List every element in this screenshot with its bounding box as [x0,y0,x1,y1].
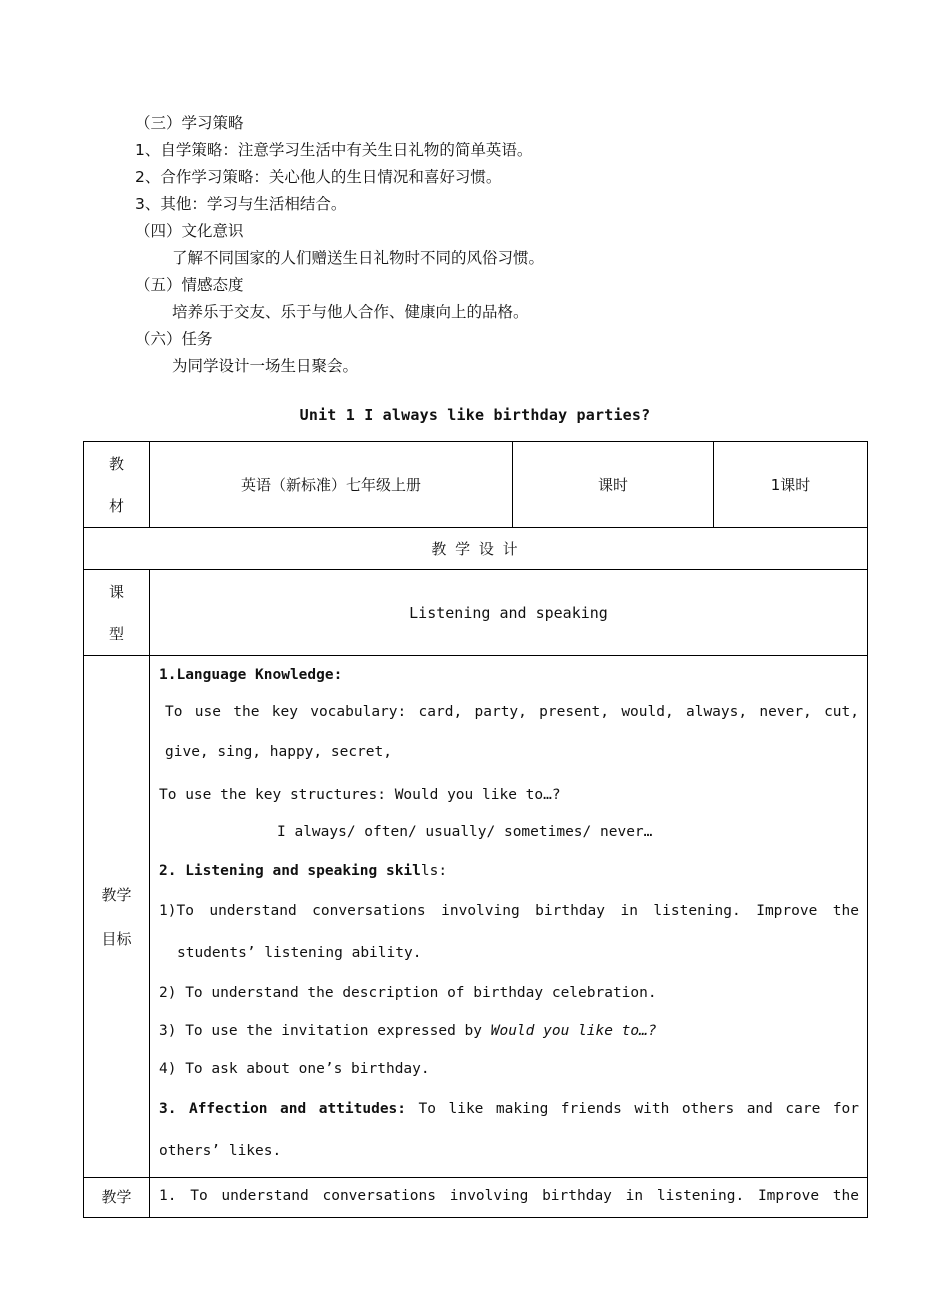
objectives-label-2: 目标 [101,929,132,948]
vocabulary-line-1: To use the key vocabulary: card, party, present, would, always, never, cut, [165,704,859,720]
strategy-heading: （三）学习策略 [135,114,244,132]
objectives-content [150,656,868,1178]
strategy-item-1: 1、自学策略：注意学习生活中有关生日礼物的简单英语。 [135,141,533,159]
textbook-label-cell [84,442,150,528]
skill-3-text: 3) To use the invitation expressed by [159,1023,491,1039]
objectives-row [84,656,868,1178]
type-value: Listening and speaking [150,570,868,656]
culture-text: 了解不同国家的人们赠送生日礼物时不同的风俗习惯。 [172,249,545,267]
emotion-text: 培养乐于交友、乐于与他人合作、健康向上的品格。 [172,303,529,321]
skill-1-line-1: 1)To understand conversations involving birthday in listening. Improve the [159,903,859,919]
design-header: 教 学 设 计 [84,528,868,570]
affection-heading-bold: 3. Affection and attitudes: [159,1101,407,1117]
type-label-1: 课 [108,582,124,601]
affection-line-1 [159,1088,859,1130]
document-title: Unit 1 I always like birthday parties? [299,406,651,424]
type-label-cell [84,570,150,656]
key-points-row [84,1178,868,1218]
skill-2: 2) To understand the description of birthday celebration. [159,985,657,1001]
skill-3-italic: Would you like to…? [490,1023,657,1039]
textbook-value: 英语（新标准）七年级上册 [150,442,513,528]
affection-heading-rest: To like making friends with others and care for [406,1101,860,1117]
affection-line-2: others’ likes. [159,1143,282,1159]
period-label: 课时 [513,442,714,528]
language-knowledge-heading: 1.Language Knowledge: [159,667,343,683]
type-label-2: 型 [108,624,124,643]
task-text: 为同学设计一场生日聚会。 [172,357,359,375]
objectives-label-1: 教学 [101,885,132,904]
strategy-item-3: 3、其他：学习与生活相结合。 [135,195,347,213]
listening-skills-heading-bold: 2. Listening and speaking skil [159,863,421,879]
strategy-item-2: 2、合作学习策略：关心他人的生日情况和喜好习惯。 [135,168,502,186]
listening-skills-heading [159,852,859,890]
structures-line-2: I always/ often/ usually/ sometimes/ never… [277,824,653,840]
textbook-label-2: 材 [108,496,124,515]
design-header-row [84,528,868,570]
vocabulary-line-2: give, sing, happy, secret, [165,744,392,760]
key-points-label: 教学 [84,1178,150,1218]
listening-skills-heading-rest: ls: [420,863,448,879]
textbook-label-1: 教 [108,454,124,473]
skill-1-line-2: students’ listening ability. [177,945,422,961]
lesson-plan-table [83,441,868,1218]
skill-3 [159,1012,859,1050]
emotion-heading: （五）情感态度 [135,276,244,294]
type-row [84,570,868,656]
skill-4: 4) To ask about one’s birthday. [159,1061,430,1077]
task-heading: （六）任务 [135,330,213,348]
key-points-line-1: 1. To understand conversations involving birthday in listening. Improve the [159,1188,859,1204]
period-value: 1课时 [714,442,868,528]
culture-heading: （四）文化意识 [135,222,244,240]
objectives-label-cell [84,656,150,1178]
key-points-content [150,1178,868,1218]
textbook-row [84,442,868,528]
structures-line-1: To use the key structures: Would you like to…? [159,787,561,803]
